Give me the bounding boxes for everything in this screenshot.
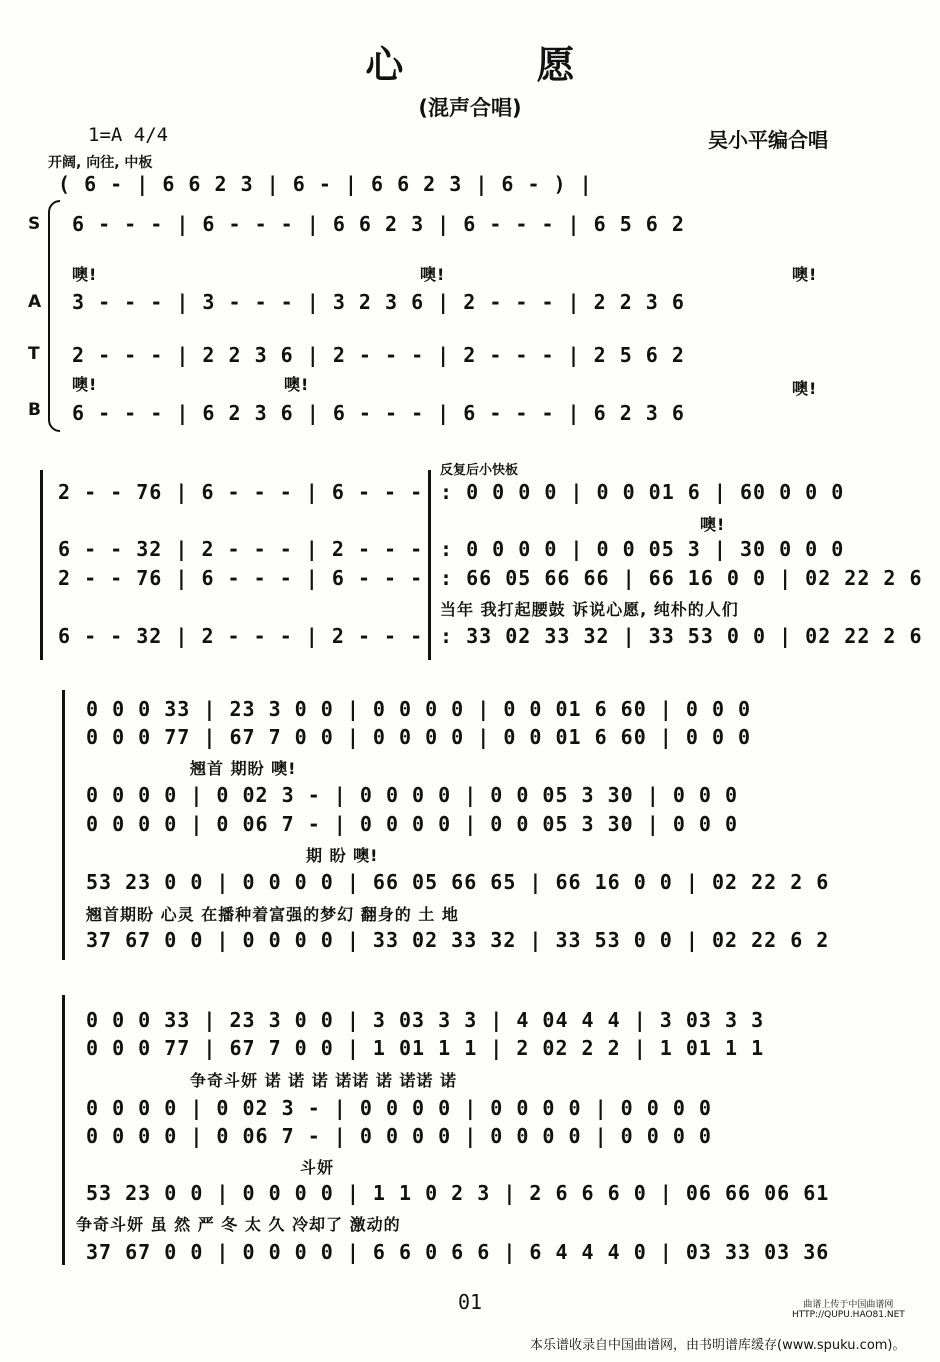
- s2-bass-line: 6 - - 32 | 2 - - - | 2 - - -: [58, 624, 424, 648]
- tempo-marking: 开阔, 向往, 中板: [48, 155, 153, 171]
- s2-r1-line: : 0 0 0 0 | 0 0 01 6 | 60 0 0 0: [440, 480, 845, 504]
- key-time-signature: 1=A 4/4: [88, 124, 169, 146]
- s3-line-2: 0 0 0 77 | 67 7 0 0 | 0 0 0 0 | 0 0 01 6 60 | 0 0 0: [86, 725, 752, 749]
- s4-line-4: 0 0 0 0 | 0 06 7 - | 0 0 0 0 | 0 0 0 0 | 0 0 0 0: [86, 1124, 712, 1148]
- s2-alto-line: 6 - - 32 | 2 - - - | 2 - - -: [58, 537, 424, 561]
- watermark-line-2: HTTP://QUPU.HAO81.NET: [792, 1310, 905, 1320]
- s3-line-5: 53 23 0 0 | 0 0 0 0 | 66 05 66 65 | 66 16 0 0 | 02 22 2 6: [86, 870, 830, 894]
- s2-soprano-line: 2 - - 76 | 6 - - - | 6 - - -: [58, 480, 424, 504]
- voice-label-t: T: [28, 344, 40, 364]
- s2-r4-line: : 33 02 33 32 | 33 53 0 0 | 02 22 2 6: [440, 624, 923, 648]
- s1-soprano-lyric: 噢!: [72, 265, 98, 284]
- system2-bracket-left: [40, 470, 49, 660]
- s2-r2-line: : 0 0 0 0 | 0 0 05 3 | 30 0 0 0: [440, 537, 845, 561]
- subtitle: (混声合唱): [418, 96, 522, 120]
- s1-tenor-lyric-1: 噢!: [72, 375, 98, 394]
- s3-line-6: 37 67 0 0 | 0 0 0 0 | 33 02 33 32 | 33 53 0 0 | 02 22 6 2: [86, 928, 830, 952]
- s4-line-5: 53 23 0 0 | 0 0 0 0 | 1 1 0 2 3 | 2 6 6 6 0 | 06 66 06 61: [86, 1181, 830, 1205]
- s1-alto-lyric-2: 噢!: [792, 265, 818, 284]
- s2-tenor-line: 2 - - 76 | 6 - - - | 6 - - -: [58, 566, 424, 590]
- s3-lyric-2: 期 盼 噢!: [306, 846, 379, 865]
- s1-alto-lyric-1: 噢!: [420, 265, 446, 284]
- system1-brace: [48, 200, 60, 432]
- tempo-change-marker: 反复后小快板: [440, 463, 519, 478]
- s3-line-1: 0 0 0 33 | 23 3 0 0 | 0 0 0 0 | 0 0 01 6 60 | 0 0 0: [86, 697, 752, 721]
- s1-tenor-lyric-2: 噢!: [284, 375, 310, 394]
- s4-lyric-3: 争奇斗妍 虽 然 严 冬 太 久 冷却了 激动的: [76, 1215, 401, 1234]
- repeat-bracket: [428, 470, 437, 660]
- s3-line-3: 0 0 0 0 | 0 02 3 - | 0 0 0 0 | 0 0 05 3 30 | 0 0 0: [86, 783, 739, 807]
- s1-tenor-lyric-3: 噢!: [792, 379, 818, 398]
- source-credit: 本乐谱收录自中国曲谱网，由书明谱库缓存(www.spuku.com)。: [530, 1338, 906, 1353]
- s4-line-2: 0 0 0 77 | 67 7 0 0 | 1 01 1 1 | 2 02 2 2 | 1 01 1 1: [86, 1036, 765, 1060]
- voice-label-a: A: [28, 292, 42, 312]
- s1-alto-line: 3 - - - | 3 - - - | 3 2 3 6 | 2 - - - | 2 2 3 6: [72, 290, 685, 314]
- s4-line-3: 0 0 0 0 | 0 02 3 - | 0 0 0 0 | 0 0 0 0 | 0 0 0 0: [86, 1096, 712, 1120]
- intro-line: ( 6 - | 6 6 2 3 | 6 - | 6 6 2 3 | 6 - ) |: [58, 172, 593, 196]
- system4-bracket: [62, 995, 71, 1265]
- s3-lyric-1: 翘首 期盼 噢!: [190, 759, 297, 778]
- s1-bass-line: 6 - - - | 6 2 3 6 | 6 - - - | 6 - - - | 6 2 3 6: [72, 401, 685, 425]
- s4-line-1: 0 0 0 33 | 23 3 0 0 | 3 03 3 3 | 4 04 4 4 | 3 03 3 3: [86, 1008, 765, 1032]
- watermark: [792, 1300, 905, 1320]
- s2-r3-lyric: 当年 我打起腰鼓 诉说心愿, 纯朴的人们: [440, 600, 739, 619]
- voice-label-s: S: [28, 214, 41, 234]
- watermark-line-1: 曲谱上传于中国曲谱网: [803, 1300, 894, 1310]
- s3-line-4: 0 0 0 0 | 0 06 7 - | 0 0 0 0 | 0 0 05 3 30 | 0 0 0: [86, 812, 739, 836]
- voice-label-b: B: [28, 400, 41, 420]
- arranger-credit: 吴小平编合唱: [708, 128, 828, 152]
- page-number: 01: [457, 1290, 483, 1314]
- page-title: 心 愿: [365, 42, 635, 87]
- s1-soprano-line: 6 - - - | 6 - - - | 6 6 2 3 | 6 - - - | 6 5 6 2: [72, 212, 685, 236]
- s4-lyric-1: 争奇斗妍 诺 诺 诺 诺诺 诺 诺诺 诺: [190, 1071, 457, 1090]
- s3-lyric-3: 翘首期盼 心灵 在播种着富强的梦幻 翻身的 土 地: [86, 905, 459, 924]
- s1-tenor-line: 2 - - - | 2 2 3 6 | 2 - - - | 2 - - - | 2 5 6 2: [72, 343, 685, 367]
- system3-bracket: [62, 690, 71, 960]
- s2-r1-lyric: 噢!: [700, 515, 726, 534]
- s4-line-6: 37 67 0 0 | 0 0 0 0 | 6 6 0 6 6 | 6 4 4 4 0 | 03 33 03 36: [86, 1240, 830, 1264]
- s4-lyric-2: 斗妍: [300, 1158, 335, 1177]
- s2-r3-line: : 66 05 66 66 | 66 16 0 0 | 02 22 2 6: [440, 566, 923, 590]
